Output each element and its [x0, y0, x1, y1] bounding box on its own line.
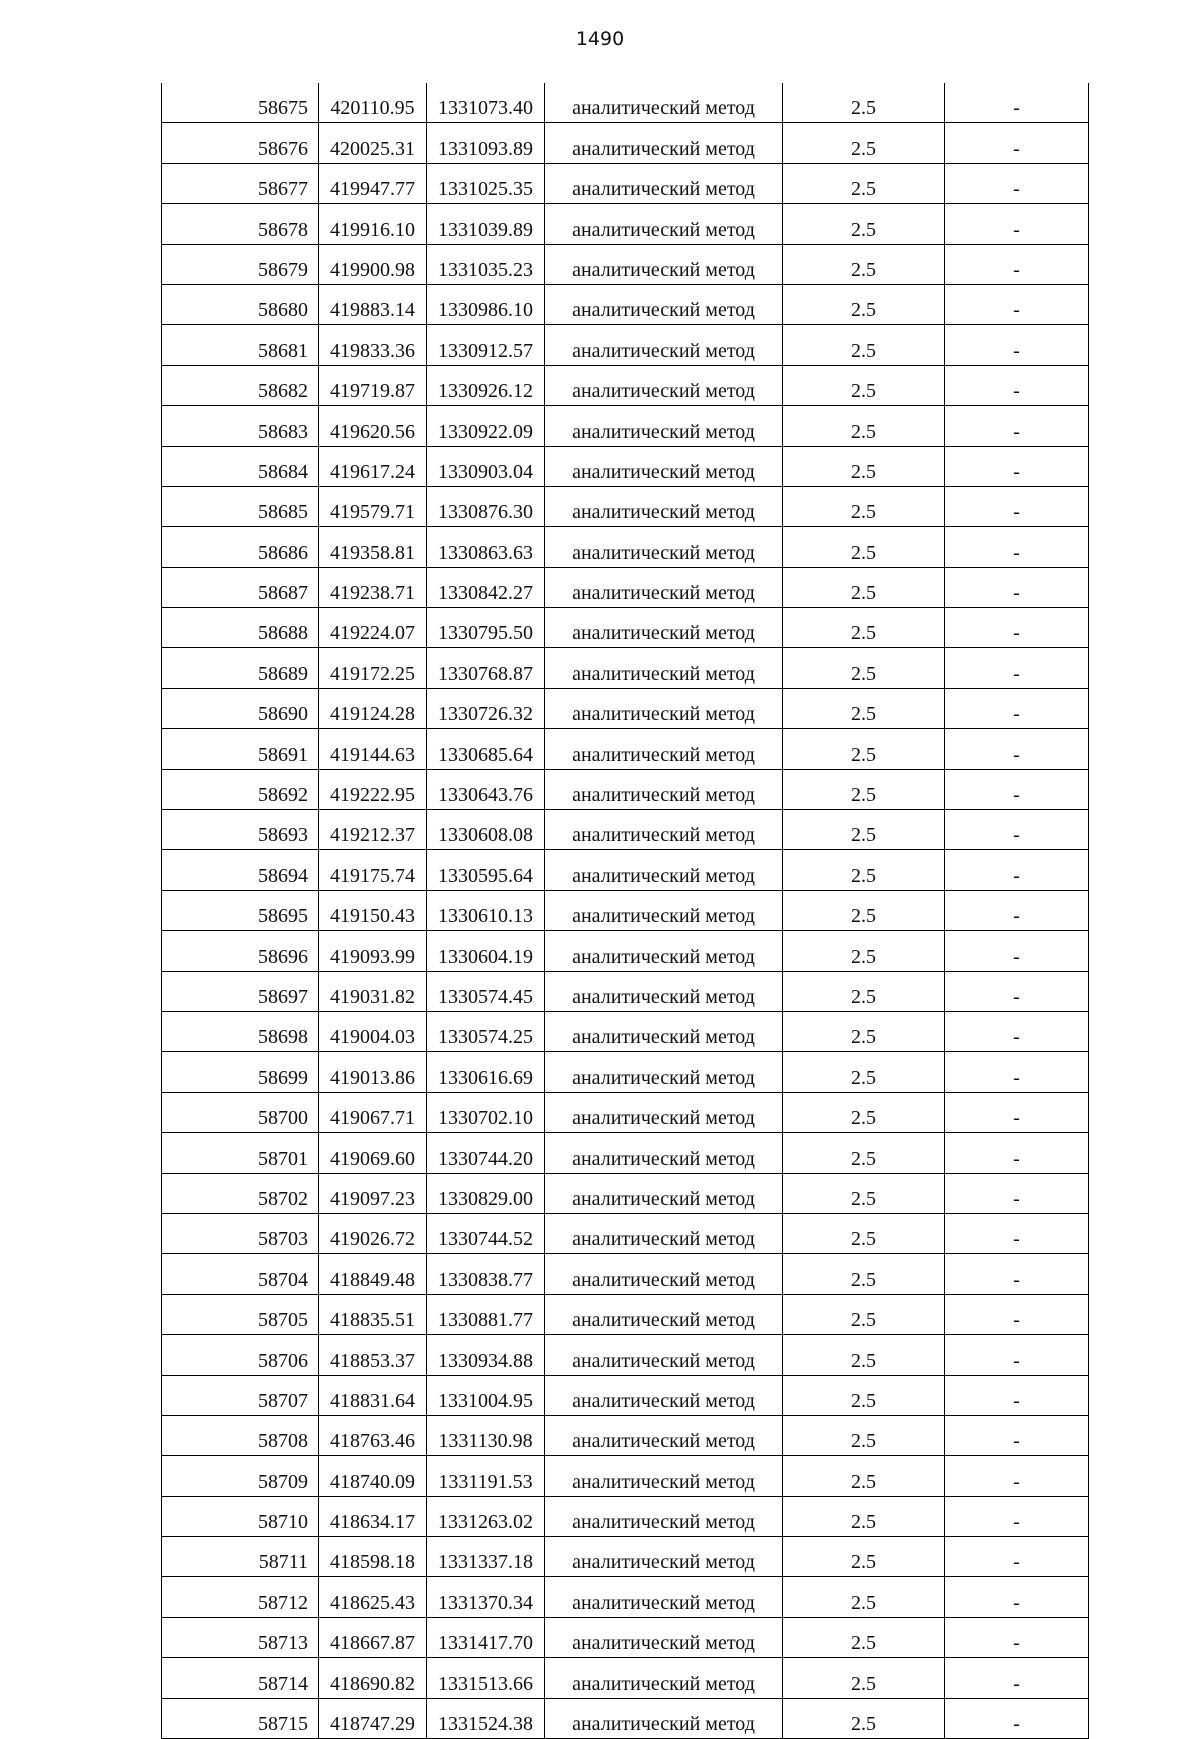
x-coordinate-cell: 419916.10 — [319, 204, 427, 244]
method-cell: аналитический метод — [545, 688, 783, 728]
table-row — [162, 1577, 1089, 1617]
table-row — [162, 123, 1089, 163]
method-cell: аналитический метод — [545, 1173, 783, 1213]
y-coordinate-cell: 1330795.50 — [427, 608, 545, 648]
accuracy-cell: 2.5 — [783, 446, 945, 486]
method-cell: аналитический метод — [545, 1537, 783, 1577]
table-row — [162, 1658, 1089, 1698]
description-cell: - — [945, 1052, 1089, 1092]
page-number: 1490 — [575, 28, 625, 50]
accuracy-cell: 2.5 — [783, 1173, 945, 1213]
description-cell: - — [945, 325, 1089, 365]
x-coordinate-cell: 419358.81 — [319, 527, 427, 567]
x-coordinate-cell: 419579.71 — [319, 486, 427, 526]
description-cell: - — [945, 284, 1089, 324]
description-cell: - — [945, 688, 1089, 728]
description-cell: - — [945, 931, 1089, 971]
y-coordinate-cell: 1331130.98 — [427, 1415, 545, 1455]
y-coordinate-cell: 1330574.25 — [427, 1011, 545, 1051]
method-cell: аналитический метод — [545, 486, 783, 526]
method-cell: аналитический метод — [545, 648, 783, 688]
table-row — [162, 1254, 1089, 1294]
point-number-cell: 58705 — [162, 1294, 319, 1334]
accuracy-cell: 2.5 — [783, 729, 945, 769]
y-coordinate-cell: 1330912.57 — [427, 325, 545, 365]
description-cell: - — [945, 1173, 1089, 1213]
y-coordinate-cell: 1330876.30 — [427, 486, 545, 526]
table-row — [162, 1213, 1089, 1253]
point-number-cell: 58715 — [162, 1698, 319, 1738]
method-cell: аналитический метод — [545, 1052, 783, 1092]
x-coordinate-cell: 419172.25 — [319, 648, 427, 688]
method-cell: аналитический метод — [545, 1011, 783, 1051]
accuracy-cell: 2.5 — [783, 1577, 945, 1617]
accuracy-cell: 2.5 — [783, 1375, 945, 1415]
point-number-cell: 58701 — [162, 1133, 319, 1173]
description-cell: - — [945, 406, 1089, 446]
table-row — [162, 325, 1089, 365]
description-cell: - — [945, 446, 1089, 486]
table-row — [162, 1173, 1089, 1213]
description-cell: - — [945, 890, 1089, 930]
accuracy-cell: 2.5 — [783, 769, 945, 809]
description-cell: - — [945, 244, 1089, 284]
y-coordinate-cell: 1330643.76 — [427, 769, 545, 809]
y-coordinate-cell: 1330768.87 — [427, 648, 545, 688]
accuracy-cell: 2.5 — [783, 244, 945, 284]
y-coordinate-cell: 1330863.63 — [427, 527, 545, 567]
point-number-cell: 58690 — [162, 688, 319, 728]
method-cell: аналитический метод — [545, 244, 783, 284]
method-cell: аналитический метод — [545, 931, 783, 971]
table-row — [162, 1335, 1089, 1375]
y-coordinate-cell: 1331417.70 — [427, 1617, 545, 1657]
description-cell: - — [945, 850, 1089, 890]
table-row — [162, 1617, 1089, 1657]
table-row — [162, 83, 1089, 123]
method-cell: аналитический метод — [545, 1617, 783, 1657]
y-coordinate-cell: 1331370.34 — [427, 1577, 545, 1617]
point-number-cell: 58703 — [162, 1213, 319, 1253]
table-row — [162, 850, 1089, 890]
table-row — [162, 163, 1089, 203]
x-coordinate-cell: 419124.28 — [319, 688, 427, 728]
point-number-cell: 58684 — [162, 446, 319, 486]
x-coordinate-cell: 419031.82 — [319, 971, 427, 1011]
method-cell: аналитический метод — [545, 890, 783, 930]
y-coordinate-cell: 1331004.95 — [427, 1375, 545, 1415]
point-number-cell: 58679 — [162, 244, 319, 284]
method-cell: аналитический метод — [545, 527, 783, 567]
y-coordinate-cell: 1331025.35 — [427, 163, 545, 203]
x-coordinate-cell: 420025.31 — [319, 123, 427, 163]
point-number-cell: 58704 — [162, 1254, 319, 1294]
accuracy-cell: 2.5 — [783, 1698, 945, 1738]
description-cell: - — [945, 83, 1089, 123]
table-row — [162, 1537, 1089, 1577]
description-cell: - — [945, 1092, 1089, 1132]
x-coordinate-cell: 418835.51 — [319, 1294, 427, 1334]
y-coordinate-cell: 1331524.38 — [427, 1698, 545, 1738]
point-number-cell: 58681 — [162, 325, 319, 365]
accuracy-cell: 2.5 — [783, 1294, 945, 1334]
x-coordinate-cell: 419069.60 — [319, 1133, 427, 1173]
x-coordinate-cell: 419093.99 — [319, 931, 427, 971]
x-coordinate-cell: 418625.43 — [319, 1577, 427, 1617]
x-coordinate-cell: 419150.43 — [319, 890, 427, 930]
y-coordinate-cell: 1330685.64 — [427, 729, 545, 769]
table-row — [162, 608, 1089, 648]
method-cell: аналитический метод — [545, 325, 783, 365]
description-cell: - — [945, 1254, 1089, 1294]
table-row — [162, 567, 1089, 607]
y-coordinate-cell: 1330702.10 — [427, 1092, 545, 1132]
point-number-cell: 58710 — [162, 1496, 319, 1536]
y-coordinate-cell: 1331035.23 — [427, 244, 545, 284]
y-coordinate-cell: 1331263.02 — [427, 1496, 545, 1536]
description-cell: - — [945, 1658, 1089, 1698]
accuracy-cell: 2.5 — [783, 163, 945, 203]
description-cell: - — [945, 1011, 1089, 1051]
description-cell: - — [945, 1294, 1089, 1334]
accuracy-cell: 2.5 — [783, 1011, 945, 1051]
description-cell: - — [945, 1698, 1089, 1738]
y-coordinate-cell: 1331337.18 — [427, 1537, 545, 1577]
method-cell: аналитический метод — [545, 1698, 783, 1738]
method-cell: аналитический метод — [545, 608, 783, 648]
accuracy-cell: 2.5 — [783, 648, 945, 688]
y-coordinate-cell: 1330726.32 — [427, 688, 545, 728]
table-row — [162, 365, 1089, 405]
method-cell: аналитический метод — [545, 365, 783, 405]
description-cell: - — [945, 1496, 1089, 1536]
accuracy-cell: 2.5 — [783, 931, 945, 971]
method-cell: аналитический метод — [545, 406, 783, 446]
method-cell: аналитический метод — [545, 1658, 783, 1698]
x-coordinate-cell: 419013.86 — [319, 1052, 427, 1092]
description-cell: - — [945, 1375, 1089, 1415]
point-number-cell: 58688 — [162, 608, 319, 648]
point-number-cell: 58697 — [162, 971, 319, 1011]
x-coordinate-cell: 419004.03 — [319, 1011, 427, 1051]
point-number-cell: 58675 — [162, 83, 319, 123]
y-coordinate-cell: 1330922.09 — [427, 406, 545, 446]
x-coordinate-cell: 419719.87 — [319, 365, 427, 405]
accuracy-cell: 2.5 — [783, 365, 945, 405]
method-cell: аналитический метод — [545, 446, 783, 486]
point-number-cell: 58685 — [162, 486, 319, 526]
point-number-cell: 58680 — [162, 284, 319, 324]
y-coordinate-cell: 1330926.12 — [427, 365, 545, 405]
method-cell: аналитический метод — [545, 1092, 783, 1132]
table-row — [162, 446, 1089, 486]
table-row — [162, 527, 1089, 567]
point-number-cell: 58714 — [162, 1658, 319, 1698]
table-body — [162, 83, 1089, 1739]
description-cell: - — [945, 365, 1089, 405]
point-number-cell: 58707 — [162, 1375, 319, 1415]
x-coordinate-cell: 419883.14 — [319, 284, 427, 324]
y-coordinate-cell: 1330595.64 — [427, 850, 545, 890]
x-coordinate-cell: 419175.74 — [319, 850, 427, 890]
description-cell: - — [945, 729, 1089, 769]
point-number-cell: 58708 — [162, 1415, 319, 1455]
x-coordinate-cell: 419620.56 — [319, 406, 427, 446]
accuracy-cell: 2.5 — [783, 486, 945, 526]
y-coordinate-cell: 1330881.77 — [427, 1294, 545, 1334]
accuracy-cell: 2.5 — [783, 810, 945, 850]
x-coordinate-cell: 419900.98 — [319, 244, 427, 284]
accuracy-cell: 2.5 — [783, 527, 945, 567]
point-number-cell: 58691 — [162, 729, 319, 769]
table-row — [162, 971, 1089, 1011]
y-coordinate-cell: 1330604.19 — [427, 931, 545, 971]
y-coordinate-cell: 1330744.52 — [427, 1213, 545, 1253]
accuracy-cell: 2.5 — [783, 1496, 945, 1536]
point-number-cell: 58687 — [162, 567, 319, 607]
x-coordinate-cell: 418667.87 — [319, 1617, 427, 1657]
method-cell: аналитический метод — [545, 1496, 783, 1536]
x-coordinate-cell: 419238.71 — [319, 567, 427, 607]
description-cell: - — [945, 1213, 1089, 1253]
method-cell: аналитический метод — [545, 1335, 783, 1375]
x-coordinate-cell: 419947.77 — [319, 163, 427, 203]
x-coordinate-cell: 418634.17 — [319, 1496, 427, 1536]
method-cell: аналитический метод — [545, 567, 783, 607]
method-cell: аналитический метод — [545, 1254, 783, 1294]
accuracy-cell: 2.5 — [783, 1658, 945, 1698]
table-row — [162, 1052, 1089, 1092]
method-cell: аналитический метод — [545, 971, 783, 1011]
accuracy-cell: 2.5 — [783, 567, 945, 607]
x-coordinate-cell: 419144.63 — [319, 729, 427, 769]
method-cell: аналитический метод — [545, 123, 783, 163]
table-row — [162, 1415, 1089, 1455]
method-cell: аналитический метод — [545, 83, 783, 123]
table-row — [162, 890, 1089, 930]
table-row — [162, 1375, 1089, 1415]
y-coordinate-cell: 1330838.77 — [427, 1254, 545, 1294]
x-coordinate-cell: 419097.23 — [319, 1173, 427, 1213]
accuracy-cell: 2.5 — [783, 325, 945, 365]
method-cell: аналитический метод — [545, 1577, 783, 1617]
y-coordinate-cell: 1330608.08 — [427, 810, 545, 850]
x-coordinate-cell: 420110.95 — [319, 83, 427, 123]
accuracy-cell: 2.5 — [783, 123, 945, 163]
point-number-cell: 58693 — [162, 810, 319, 850]
point-number-cell: 58686 — [162, 527, 319, 567]
description-cell: - — [945, 204, 1089, 244]
accuracy-cell: 2.5 — [783, 406, 945, 446]
table-row — [162, 688, 1089, 728]
table-row — [162, 244, 1089, 284]
accuracy-cell: 2.5 — [783, 1537, 945, 1577]
x-coordinate-cell: 419026.72 — [319, 1213, 427, 1253]
x-coordinate-cell: 418763.46 — [319, 1415, 427, 1455]
point-number-cell: 58711 — [162, 1537, 319, 1577]
method-cell: аналитический метод — [545, 1133, 783, 1173]
y-coordinate-cell: 1330842.27 — [427, 567, 545, 607]
description-cell: - — [945, 1537, 1089, 1577]
accuracy-cell: 2.5 — [783, 83, 945, 123]
description-cell: - — [945, 1133, 1089, 1173]
description-cell: - — [945, 1335, 1089, 1375]
y-coordinate-cell: 1330574.45 — [427, 971, 545, 1011]
y-coordinate-cell: 1331039.89 — [427, 204, 545, 244]
description-cell: - — [945, 648, 1089, 688]
point-number-cell: 58676 — [162, 123, 319, 163]
y-coordinate-cell: 1330934.88 — [427, 1335, 545, 1375]
description-cell: - — [945, 810, 1089, 850]
x-coordinate-cell: 419222.95 — [319, 769, 427, 809]
point-number-cell: 58712 — [162, 1577, 319, 1617]
method-cell: аналитический метод — [545, 1375, 783, 1415]
description-cell: - — [945, 486, 1089, 526]
point-number-cell: 58699 — [162, 1052, 319, 1092]
method-cell: аналитический метод — [545, 769, 783, 809]
table-row — [162, 769, 1089, 809]
accuracy-cell: 2.5 — [783, 688, 945, 728]
x-coordinate-cell: 418849.48 — [319, 1254, 427, 1294]
description-cell: - — [945, 1456, 1089, 1496]
description-cell: - — [945, 527, 1089, 567]
method-cell: аналитический метод — [545, 284, 783, 324]
table-row — [162, 486, 1089, 526]
table-row — [162, 1092, 1089, 1132]
accuracy-cell: 2.5 — [783, 1092, 945, 1132]
accuracy-cell: 2.5 — [783, 971, 945, 1011]
description-cell: - — [945, 1577, 1089, 1617]
description-cell: - — [945, 163, 1089, 203]
y-coordinate-cell: 1330610.13 — [427, 890, 545, 930]
point-number-cell: 58698 — [162, 1011, 319, 1051]
table-row — [162, 1456, 1089, 1496]
table-row — [162, 284, 1089, 324]
accuracy-cell: 2.5 — [783, 890, 945, 930]
method-cell: аналитический метод — [545, 1294, 783, 1334]
x-coordinate-cell: 418740.09 — [319, 1456, 427, 1496]
x-coordinate-cell: 419224.07 — [319, 608, 427, 648]
table-row — [162, 1698, 1089, 1738]
table-row — [162, 648, 1089, 688]
y-coordinate-cell: 1330986.10 — [427, 284, 545, 324]
x-coordinate-cell: 419833.36 — [319, 325, 427, 365]
description-cell: - — [945, 1617, 1089, 1657]
y-coordinate-cell: 1331513.66 — [427, 1658, 545, 1698]
method-cell: аналитический метод — [545, 810, 783, 850]
method-cell: аналитический метод — [545, 1415, 783, 1455]
accuracy-cell: 2.5 — [783, 1456, 945, 1496]
table-row — [162, 931, 1089, 971]
point-number-cell: 58700 — [162, 1092, 319, 1132]
method-cell: аналитический метод — [545, 729, 783, 769]
accuracy-cell: 2.5 — [783, 284, 945, 324]
point-number-cell: 58678 — [162, 204, 319, 244]
accuracy-cell: 2.5 — [783, 1213, 945, 1253]
accuracy-cell: 2.5 — [783, 850, 945, 890]
method-cell: аналитический метод — [545, 163, 783, 203]
y-coordinate-cell: 1331073.40 — [427, 83, 545, 123]
point-number-cell: 58713 — [162, 1617, 319, 1657]
method-cell: аналитический метод — [545, 1213, 783, 1253]
accuracy-cell: 2.5 — [783, 1133, 945, 1173]
accuracy-cell: 2.5 — [783, 1254, 945, 1294]
point-number-cell: 58689 — [162, 648, 319, 688]
y-coordinate-cell: 1331191.53 — [427, 1456, 545, 1496]
y-coordinate-cell: 1330903.04 — [427, 446, 545, 486]
table-row — [162, 406, 1089, 446]
table-row — [162, 204, 1089, 244]
point-number-cell: 58709 — [162, 1456, 319, 1496]
accuracy-cell: 2.5 — [783, 1335, 945, 1375]
accuracy-cell: 2.5 — [783, 608, 945, 648]
point-number-cell: 58695 — [162, 890, 319, 930]
table-row — [162, 1133, 1089, 1173]
x-coordinate-cell: 418853.37 — [319, 1335, 427, 1375]
y-coordinate-cell: 1331093.89 — [427, 123, 545, 163]
x-coordinate-cell: 419067.71 — [319, 1092, 427, 1132]
description-cell: - — [945, 769, 1089, 809]
method-cell: аналитический метод — [545, 1456, 783, 1496]
accuracy-cell: 2.5 — [783, 204, 945, 244]
point-number-cell: 58696 — [162, 931, 319, 971]
table-row — [162, 1496, 1089, 1536]
accuracy-cell: 2.5 — [783, 1052, 945, 1092]
point-number-cell: 58677 — [162, 163, 319, 203]
point-number-cell: 58682 — [162, 365, 319, 405]
x-coordinate-cell: 418598.18 — [319, 1537, 427, 1577]
table-row — [162, 810, 1089, 850]
x-coordinate-cell: 419212.37 — [319, 810, 427, 850]
x-coordinate-cell: 418747.29 — [319, 1698, 427, 1738]
point-number-cell: 58692 — [162, 769, 319, 809]
x-coordinate-cell: 418831.64 — [319, 1375, 427, 1415]
method-cell: аналитический метод — [545, 850, 783, 890]
point-number-cell: 58702 — [162, 1173, 319, 1213]
point-number-cell: 58706 — [162, 1335, 319, 1375]
accuracy-cell: 2.5 — [783, 1617, 945, 1657]
y-coordinate-cell: 1330616.69 — [427, 1052, 545, 1092]
accuracy-cell: 2.5 — [783, 1415, 945, 1455]
y-coordinate-cell: 1330829.00 — [427, 1173, 545, 1213]
table-row — [162, 1011, 1089, 1051]
x-coordinate-cell: 418690.82 — [319, 1658, 427, 1698]
description-cell: - — [945, 608, 1089, 648]
description-cell: - — [945, 971, 1089, 1011]
description-cell: - — [945, 1415, 1089, 1455]
method-cell: аналитический метод — [545, 204, 783, 244]
point-number-cell: 58694 — [162, 850, 319, 890]
x-coordinate-cell: 419617.24 — [319, 446, 427, 486]
table-row — [162, 729, 1089, 769]
table-row — [162, 1294, 1089, 1334]
description-cell: - — [945, 567, 1089, 607]
description-cell: - — [945, 123, 1089, 163]
y-coordinate-cell: 1330744.20 — [427, 1133, 545, 1173]
coordinates-table — [161, 83, 1089, 1739]
point-number-cell: 58683 — [162, 406, 319, 446]
